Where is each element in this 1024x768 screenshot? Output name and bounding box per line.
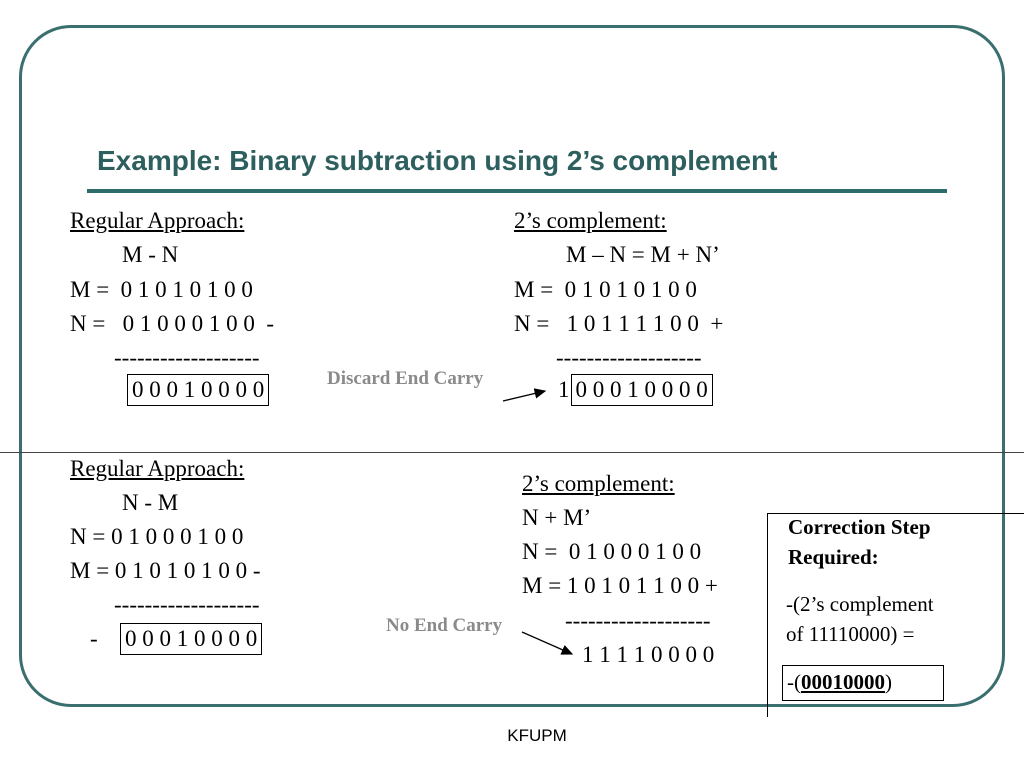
bottom-left-heading: Regular Approach: bbox=[70, 456, 245, 481]
correction-value: 00010000 bbox=[801, 670, 885, 694]
top-left-n-line: N = 0 1 0 0 0 1 0 0 - bbox=[70, 311, 274, 336]
end-carry-digit: 1 bbox=[558, 377, 570, 402]
bottom-right-dashes: ------------------- bbox=[565, 608, 711, 633]
bottom-left-m-line: M = 0 1 0 1 0 1 0 0 - bbox=[70, 558, 261, 583]
discard-carry-arrow bbox=[503, 391, 545, 401]
top-left-dashes: ------------------- bbox=[114, 345, 260, 370]
top-right-expression: M – N = M + N’ bbox=[566, 242, 720, 267]
bottom-right-result: 1 1 1 1 0 0 0 0 bbox=[582, 642, 715, 667]
top-right-heading: 2’s complement: bbox=[514, 208, 667, 233]
top-left-m-line: M = 0 1 0 1 0 1 0 0 bbox=[70, 277, 253, 302]
correction-suffix: ) bbox=[885, 670, 892, 694]
bottom-right-expression: N + M’ bbox=[522, 505, 592, 530]
bottom-left-sign: - bbox=[90, 626, 98, 651]
top-right-result: 0 0 0 1 0 0 0 0 bbox=[571, 374, 713, 406]
correction-answer bbox=[787, 667, 892, 697]
correction-desc-line2: of 11110000) = bbox=[786, 622, 915, 647]
correction-desc-line1: -(2’s complement bbox=[786, 592, 934, 616]
no-end-carry-label: No End Carry bbox=[386, 615, 503, 636]
footer-text: KFUPM bbox=[507, 726, 567, 745]
correction-prefix: -( bbox=[787, 670, 801, 694]
correction-title-line2: Required: bbox=[788, 545, 879, 570]
bottom-left-expression: N - M bbox=[122, 490, 179, 515]
top-left-expression: M - N bbox=[122, 242, 179, 267]
top-right-m-line: M = 0 1 0 1 0 1 0 0 bbox=[514, 277, 697, 302]
top-left-result: 0 0 0 1 0 0 0 0 bbox=[127, 374, 269, 406]
correction-panel-left-border bbox=[767, 513, 768, 717]
no-carry-arrow bbox=[522, 632, 572, 654]
correction-title bbox=[788, 512, 931, 573]
bottom-left-n-line: N = 0 1 0 0 0 1 0 0 bbox=[70, 524, 244, 549]
correction-title-line1: Correction Step bbox=[788, 515, 931, 539]
bottom-left-dashes: ------------------- bbox=[114, 592, 260, 617]
discard-end-carry-label: Discard End Carry bbox=[327, 368, 484, 389]
top-right-dashes: ------------------- bbox=[556, 345, 702, 370]
top-left-heading: Regular Approach: bbox=[70, 208, 245, 233]
bottom-right-heading: 2’s complement: bbox=[522, 471, 675, 496]
top-right-n-line: N = 1 0 1 1 1 1 0 0 + bbox=[514, 311, 724, 336]
slide-title: Example: Binary subtraction using 2’s complement bbox=[97, 145, 778, 176]
bottom-right-n-line: N = 0 1 0 0 0 1 0 0 bbox=[522, 539, 702, 564]
correction-description bbox=[786, 589, 934, 650]
bottom-left-result: 0 0 0 1 0 0 0 0 bbox=[120, 623, 262, 655]
bottom-right-m-line: M = 1 0 1 0 1 1 0 0 + bbox=[522, 573, 718, 598]
